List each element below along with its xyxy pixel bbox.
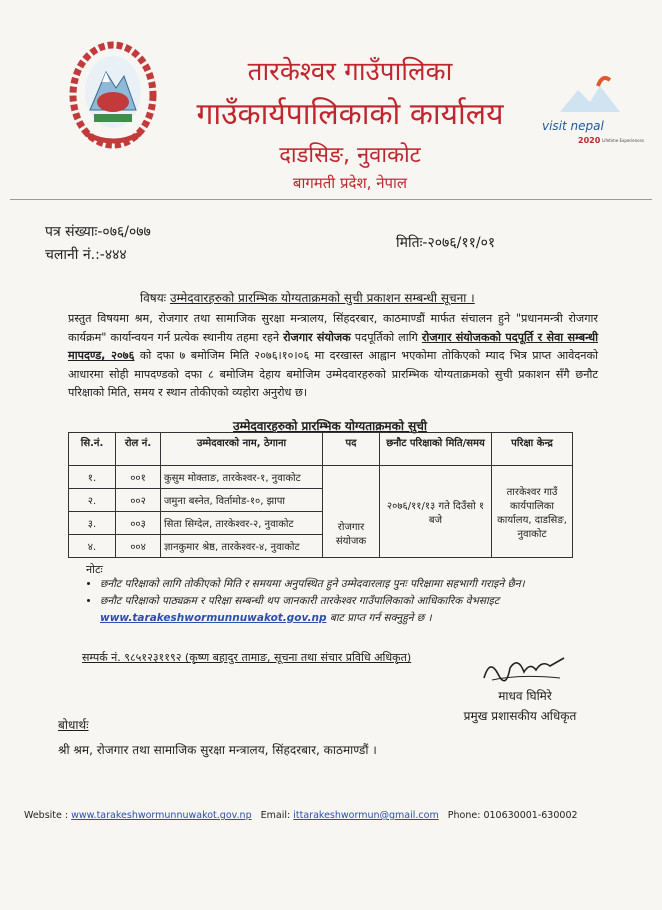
- visit-nepal-tagline: Lifetime Experiences: [602, 138, 644, 143]
- letter-date: [396, 233, 495, 252]
- signature-icon: [480, 652, 570, 686]
- note2-text-a: छनौट परिक्षाको पाठ्यक्रम र परिक्षा सम्बन्धी थप जानकारी तारकेश्वर गाउँपालिकाको आधिकारिक वेभसाइट: [100, 595, 500, 607]
- notes-heading: नोटः: [86, 563, 103, 576]
- row-roll: ००१: [116, 466, 161, 489]
- row-sn: ३.: [69, 512, 116, 535]
- table-header-row: [69, 433, 573, 466]
- row-roll: ००४: [116, 535, 161, 558]
- body-paragraph: [68, 310, 598, 403]
- signatory-name: माधव घिमिरे: [498, 689, 552, 703]
- header-name: उम्मेदवारको नाम, ठेगाना: [161, 433, 323, 466]
- visit-nepal-year: 2020: [578, 136, 601, 145]
- header-sn: सि.नं.: [69, 433, 116, 466]
- body-bold-1: रोजगार संयोजक: [283, 330, 351, 344]
- footer-website-link[interactable]: www.tarakeshwormunnuwakot.gov.np: [71, 810, 252, 821]
- row-name: जमुना बस्नेत, विर्तामोड-१०, झापा: [161, 489, 323, 512]
- contact-line: सम्पर्क नं. ९८५१२३११९२ (कृष्ण बहादुर तामाङ, सूचना तथा संचार प्रविधि अधिकृत): [82, 651, 412, 664]
- row-name: कुसुम मोक्ताङ, तारकेश्वर-१, नुवाकोट: [161, 466, 323, 489]
- body-bold-2: रोजगार संयोजकको पदपूर्ति र सेवा सम्बन्धी मापदण्ड, २०७६: [68, 330, 598, 363]
- notes-list: [82, 576, 600, 627]
- note-item: • छनौट परिक्षाको लागि तोकीएको मिति र समयमा अनुपस्थित हुने उम्मेदवारलाइ पुनः परिक्षामा सहभागी गराइने छैन।: [100, 576, 600, 593]
- letter-date-value: २०७६/११/०१: [427, 235, 496, 251]
- header-divider: [10, 199, 652, 200]
- province-name: बागमती प्रदेश, नेपाल: [292, 174, 408, 192]
- note-website-link[interactable]: www.tarakeshwormunnuwakot.gov.np: [100, 612, 327, 624]
- table-caption: उम्मेदवारहरुको प्रारम्भिक योग्यताक्रमको सुची: [233, 419, 427, 433]
- note2-text-b: बाट प्राप्त गर्न सक्नुहुने छ ।: [326, 612, 432, 624]
- body-text-1: प्रस्तुत विषयमा श्रम, रोजगार तथा सामाजिक सुरक्षा मन्त्रालय, सिंहदरबार, काठमाण्डौं मार्फत संचालन हुने "प्रधानमन्त्री रोजगार कार्यक्रम" कार्यान्वयन गर्न प्रत्येक स्थानीय तहमा रहने: [68, 312, 598, 344]
- subject-text: उम्मेदवारहरुको प्रारम्भिक योग्यताक्रमको सुची प्रकाशन सम्बन्धी सूचना ।: [169, 291, 475, 305]
- footer: [24, 810, 644, 821]
- dispatch-number-label: चलानी नं.:-: [45, 247, 105, 263]
- cc-text: श्री श्रम, रोजगार तथा सामाजिक सुरक्षा मन्त्रालय, सिंहदरबार, काठमाण्डौं ।: [58, 743, 377, 757]
- row-sn: २.: [69, 489, 116, 512]
- header-exam-time: छनौट परिक्षाको मिति/समय: [380, 433, 492, 466]
- body-text-3: को दफा ७ बमोजिम मिति २०७६।१०।०६ मा दरखास्त आह्वान भएकोमा तोकिएको म्याद भित्र प्राप्त आवेदनको आधारमा सोही मापदण्डको दफा ८ बमोजिम देहाय बमोजिम उम्मेदवारहरुको प्रारम्भिक योग्यताक्रमको सुची प्रकाशन सँगै छनौट परिक्षाको मिति, समय र स्थान तोकीएको व्यहोरा अनुरोध छ।: [68, 349, 598, 400]
- row-exam-time: २०७६/११/१३ गते दिउँसो १ बजे: [380, 466, 492, 558]
- letter-number-label: पत्र संख्याः-: [45, 224, 103, 240]
- row-sn: ४.: [69, 535, 116, 558]
- footer-website-label: Website :: [24, 810, 69, 821]
- header-exam-center: परिक्षा केन्द्र: [492, 433, 573, 466]
- dispatch-number-value: ४४४: [104, 247, 127, 263]
- signatory-title: प्रमुख प्रशासकीय अधिकृत: [463, 709, 577, 723]
- subject-line: [140, 289, 475, 306]
- visit-nepal-logo-icon: [540, 72, 644, 152]
- header-post: पद: [323, 433, 380, 466]
- municipality-name: तारकेश्वर गाउँपालिका: [247, 57, 453, 87]
- header-roll: रोल नं.: [116, 433, 161, 466]
- footer-email-label: Email:: [260, 810, 291, 821]
- office-address: दाडसिङ, नुवाकोट: [279, 143, 421, 168]
- office-name: गाउँकार्यपालिकाको कार्यालय: [196, 97, 504, 132]
- dispatch-number: [45, 245, 127, 264]
- cc-label: बोधार्थः: [58, 718, 89, 732]
- letter-number: [45, 222, 151, 241]
- candidate-table: [68, 432, 573, 558]
- row-exam-center: तारकेश्वर गाउँ कार्यपालिका कार्यालय, दाडसिङ, नुवाकोट: [492, 466, 573, 558]
- row-name: ज्ञानकुमार श्रेष्ठ, तारकेश्वर-४, नुवाकोट: [161, 535, 323, 558]
- visit-nepal-text: visit nepal: [542, 119, 604, 133]
- row-roll: ००३: [116, 512, 161, 535]
- letter-number-value: ०७६/०७७: [102, 224, 151, 240]
- row-sn: १.: [69, 466, 116, 489]
- footer-phone-label: Phone:: [447, 810, 481, 821]
- note-item: [100, 593, 600, 627]
- nepal-emblem-icon: [68, 40, 158, 150]
- row-roll: ००२: [116, 489, 161, 512]
- footer-phone: 010630001-630002: [483, 810, 578, 821]
- row-post: रोजगार संयोजक: [323, 466, 380, 558]
- body-text-2: पदपूर्तिको लागि: [350, 330, 422, 344]
- row-name: सिता सिग्देल, तारकेश्वर-२, नुवाकोट: [161, 512, 323, 535]
- table-row: [69, 466, 573, 489]
- footer-email-link[interactable]: ittarakeshwormun@gmail.com: [293, 810, 439, 821]
- letter-date-label: मितिः-: [396, 235, 428, 251]
- subject-label: विषयः: [140, 291, 167, 305]
